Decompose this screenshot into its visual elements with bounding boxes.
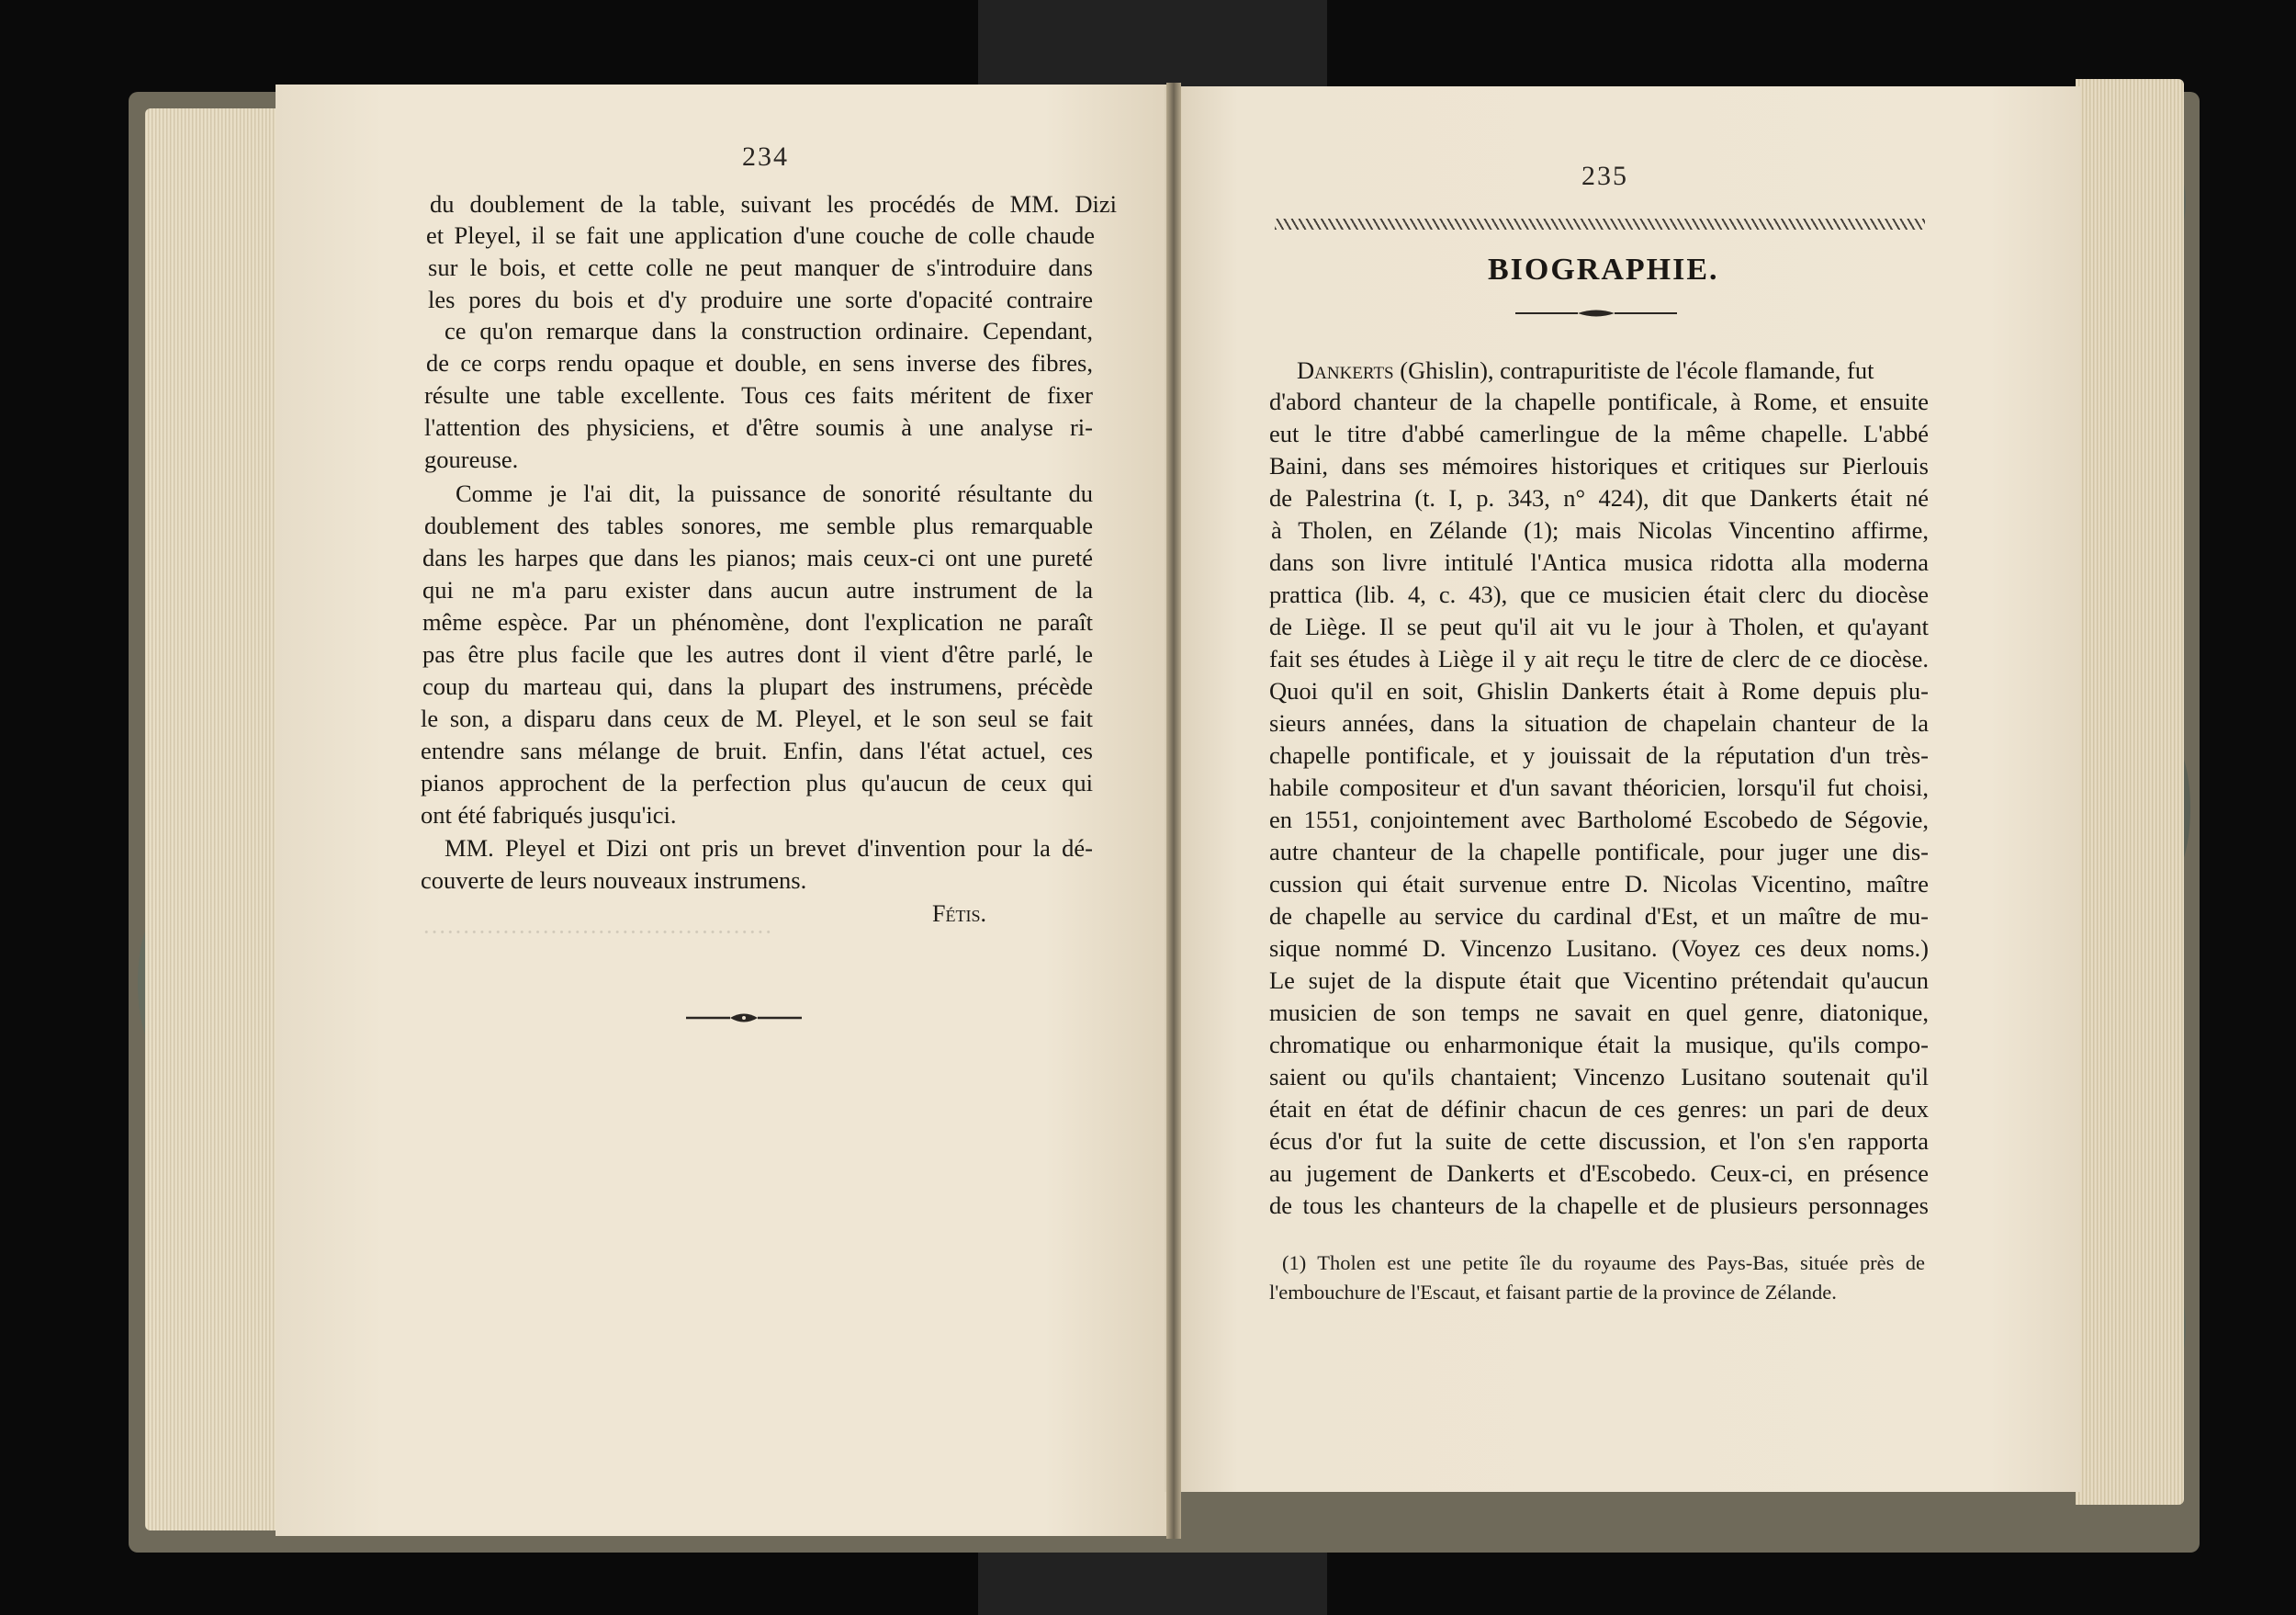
text-line: même espèce. Par un phénomène, dont l'explication ne paraît: [422, 608, 1093, 636]
text-line: de Palestrina (t. I, p. 343, n° 424), dit que Dankerts était né: [1269, 484, 1929, 512]
text-line: de ce corps rendu opaque et double, en sens inverse des fibres,: [426, 349, 1093, 377]
text-line: Comme je l'ai dit, la puissance de sonorité résultante du: [456, 480, 1093, 507]
text-line: Quoi qu'il en soit, Ghislin Dankerts était à Rome depuis plu-: [1269, 677, 1929, 705]
text-line: qui ne m'a paru exister dans aucun autre instrument de la: [422, 576, 1093, 604]
page-block-edge-right: [2076, 79, 2184, 1505]
text-line: [1297, 355, 1927, 386]
text-line: Baini, dans ses mémoires historiques et critiques sur Pierlouis: [1269, 452, 1929, 480]
ornament-tailpiece-left: [684, 1009, 804, 1027]
text-line: cussion qui était survenue entre D. Nicolas Vicentino, maître: [1269, 870, 1929, 898]
text-line: au jugement de Dankerts et d'Escobedo. Ceux-ci, en présence: [1269, 1159, 1929, 1187]
book-gutter: [1166, 83, 1181, 1539]
text-line: les pores du bois et d'y produire une sorte d'opacité contraire: [428, 286, 1093, 313]
text-line: pas être plus facile que les autres dont il vient d'être parlé, le: [422, 640, 1093, 668]
decorative-wavy-rule: [1275, 219, 1925, 230]
text-line: de tous les chanteurs de la chapelle et de plusieurs personnages: [1269, 1191, 1929, 1219]
text-line: entendre sans mélange de bruit. Enfin, dans l'état actuel, ces: [421, 737, 1093, 764]
text-line: à Tholen, en Zélande (1); mais Nicolas Vincentino affirme,: [1271, 516, 1929, 544]
text-line: sique nommé D. Vincenzo Lusitano. (Voyez ces deux noms.): [1269, 934, 1929, 962]
footnote-line: (1) Tholen est une petite île du royaume des Pays-Bas, située près de: [1282, 1251, 1925, 1274]
author-signature: Fétis.: [932, 900, 986, 927]
text-line: fait ses études à Liège il y ait reçu le titre de clerc de ce diocèse.: [1269, 645, 1929, 672]
text-line: prattica (lib. 4, c. 43), que ce musicien était clerc du diocèse: [1269, 581, 1929, 608]
text-line: goureuse.: [424, 446, 519, 473]
ornament-rule-right: [1514, 307, 1679, 320]
text-line: chapelle pontificale, et y jouissait de la réputation d'un très-: [1269, 741, 1929, 769]
section-heading: BIOGRAPHIE.: [1488, 253, 1719, 287]
text-line: coup du marteau qui, dans la plupart des instrumens, précède: [422, 672, 1093, 700]
text-line: dans son livre intitulé l'Antica musica ridotta alla moderna: [1269, 548, 1929, 576]
text-line: était en état de définir chacun de ces genres: un pari de deux: [1269, 1095, 1929, 1123]
text-line: ont été fabriqués jusqu'ici.: [421, 801, 677, 829]
text-line: de Liège. Il se peut qu'il ait vu le jour à Tholen, et qu'ayant: [1269, 613, 1929, 640]
entry-name: Dankerts: [1297, 356, 1394, 384]
text-line: doublement des tables sonores, me semble plus remarquable: [424, 512, 1093, 539]
text-line: de chapelle au service du cardinal d'Est, et un maître de mu-: [1269, 902, 1929, 930]
text-line: couverte de leurs nouveaux instrumens.: [421, 866, 807, 894]
footnote-line: l'embouchure de l'Escaut, et faisant partie de la province de Zélande.: [1269, 1281, 1837, 1304]
text-line: habile compositeur et d'un savant théoricien, lorsqu'il fut choisi,: [1269, 774, 1929, 801]
text-line: pianos approchent de la perfection plus qu'aucun de ceux qui: [421, 769, 1093, 796]
text-line: ce qu'on remarque dans la construction ordinaire. Cependant,: [445, 317, 1093, 344]
text-line: autre chanteur de la chapelle pontificale, pour juger une dis-: [1269, 838, 1929, 865]
text-line: écus d'or fut la suite de cette discussion, et l'on s'en rapporta: [1269, 1127, 1929, 1155]
text-line: d'abord chanteur de la chapelle pontificale, à Rome, et ensuite: [1269, 388, 1929, 415]
text-line: eut le titre d'abbé camerlingue de la même chapelle. L'abbé: [1269, 420, 1929, 447]
text-line: sur le bois, et cette colle ne peut manquer de s'introduire dans: [428, 254, 1093, 281]
text-line: l'attention des physiciens, et d'être soumis à une analyse ri-: [424, 413, 1093, 441]
text-line: saient ou qu'ils chantaient; Vincenzo Lusitano soutenait qu'il: [1269, 1063, 1929, 1090]
page-number-right: 235: [1581, 161, 1628, 191]
text-line: le son, a disparu dans ceux de M. Pleyel, et le son seul se fait: [421, 705, 1093, 732]
text-line: et Pleyel, il se fait une application d'une couche de colle chaude: [426, 221, 1095, 249]
text-line: sieurs années, dans la situation de chapelain chanteur de la: [1269, 709, 1929, 737]
text-line: en 1551, conjointement avec Bartholomé Escobedo de Ségovie,: [1269, 806, 1929, 833]
text-line-continuation: (Ghislin), contrapuritiste de l'école flamande, fut: [1393, 356, 1874, 384]
text-line: dans les harpes que dans les pianos; mais ceux-ci ont une pureté: [422, 544, 1093, 571]
page-block-edge-left: [145, 108, 283, 1530]
page-number-left: 234: [742, 141, 789, 172]
text-line: musicien de son temps ne savait en quel genre, diatonique,: [1269, 999, 1929, 1026]
text-line: résulte une table excellente. Tous ces faits méritent de fixer: [424, 381, 1093, 409]
text-line: MM. Pleyel et Dizi ont pris un brevet d'invention pour la dé-: [445, 834, 1093, 862]
show-through-text: ············································: [422, 919, 772, 945]
text-line: du doublement de la table, suivant les procédés de MM. Dizi: [430, 190, 1117, 218]
text-line: Le sujet de la dispute était que Vicentino prétendait qu'aucun: [1269, 966, 1929, 994]
text-line: chromatique ou enharmonique était la musique, qu'ils compo-: [1269, 1031, 1929, 1058]
